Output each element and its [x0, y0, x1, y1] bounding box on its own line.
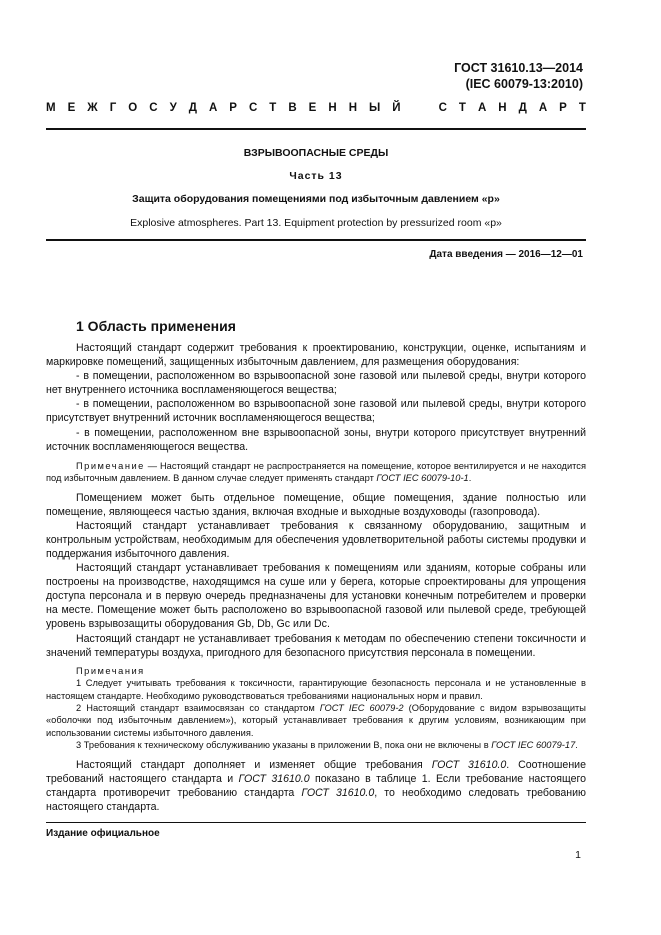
- paragraph: Настоящий стандарт устанавливает требования к помещениям или зданиям, которые собраны или построены на производстве, находящимся на суше или у берега, которые спроектированы для упрощения доступа персонала и в первую очередь предназначены для установки конечным потребителем и проверки на месте. Помещение может быть расположено во взрывоопасной газовой или пылевой среде, требующей уровень взрывозащиты оборудования Gb, Db, Gc или Dc.: [46, 562, 586, 631]
- note-text: 3 Требования к техническому обслуживанию указаны в приложении В, пока они не включены в: [76, 740, 492, 751]
- paragraph: Настоящий стандарт содержит требования к проектированию, конструкции, оценке, испытаниям и маркировке помещений, защищенных избыточным давлением, для размещения оборудования:: [46, 342, 586, 369]
- list-item: - в помещении, расположенном во взрывоопасной зоне газовой или пылевой среды, внутри которого присутствует внутренний источник воспламеняющегося вещества;: [46, 398, 586, 425]
- banner-letter: М: [46, 102, 56, 114]
- standard-reference: ГОСТ IEC 60079-2: [319, 702, 404, 713]
- note: [46, 460, 586, 485]
- document-subtitle: Защита оборудования помещениями под избыточным давлением «р»: [132, 193, 500, 205]
- note-text: (Оборудование с видом взрывозащиты «оболочки под избыточным давлением»), который устанавливает требования к другим условиям, возникающим при использовании системы избыточного давления.: [46, 702, 586, 738]
- banner-letter: С: [149, 102, 158, 114]
- note-text: .: [575, 740, 578, 751]
- list-item: - в помещении, расположенном во взрывоопасной зоне газовой или пылевой среды, внутри которого нет внутреннего источника воспламеняющегося вещества;: [46, 370, 586, 397]
- page-number: 1: [575, 849, 581, 861]
- note: 1 Следует учитывать требования к токсичности, гарантирующие безопасность персонала и не установленные в настоящем стандарте. Необходимо руководствоваться требованиями национальных норм и правил.: [46, 678, 586, 701]
- divider-footer: [46, 822, 586, 823]
- paragraph-text: , то необходимо следовать требованию настоящего стандарта.: [46, 786, 586, 813]
- banner-letter: Т: [578, 102, 586, 114]
- banner-letter: Р: [229, 102, 237, 114]
- standard-code-iec: (IEC 60079-13:2010): [465, 77, 583, 91]
- banner-letter: Е: [308, 102, 317, 114]
- banner-letter: В: [288, 102, 297, 114]
- banner-letter: Т: [458, 102, 466, 114]
- section-body: [46, 341, 586, 814]
- banner-letter: О: [128, 102, 138, 114]
- banner-letter: Т: [269, 102, 277, 114]
- banner-letter: Ж: [87, 102, 98, 114]
- standard-reference: ГОСТ IEC 60079-10-1: [376, 473, 469, 484]
- banner-letter: Н: [328, 102, 337, 114]
- note: [46, 702, 586, 739]
- banner-letter: Г: [109, 102, 117, 114]
- notes-label: Примечания: [76, 665, 145, 676]
- banner-letter: Д: [518, 102, 527, 114]
- english-title: Explosive atmospheres. Part 13. Equipment protection by pressurized room «p»: [130, 217, 502, 229]
- banner-letter: А: [208, 102, 218, 114]
- paragraph: Настоящий стандарт устанавливает требования к связанному оборудованию, защитным и контрольным устройствам, необходимым для обеспечения удовлетворительной работы системы продувки и поддержания избыточного давления.: [46, 519, 586, 560]
- list-item: - в помещении, расположенном вне взрывоопасной зоны, внутри которого присутствует внутренний источник воспламеняющегося вещества.: [46, 426, 586, 453]
- banner-letter: А: [477, 102, 487, 114]
- paragraph-text: показано в таблице 1. Если требование настоящего стандарта противоречит требованию стандарта: [46, 772, 586, 799]
- note-text: .: [468, 473, 472, 484]
- banner-letter: Н: [348, 102, 357, 114]
- banner-letter: А: [538, 102, 548, 114]
- part-number: Часть 13: [289, 170, 343, 182]
- standard-reference: ГОСТ 31610.0: [431, 758, 507, 771]
- divider-title: [46, 239, 586, 241]
- effective-date: Дата введения — 2016—12—01: [429, 249, 583, 260]
- paragraph-text: . Соотношение требований настоящего стандарта и: [46, 758, 586, 785]
- note: [46, 739, 586, 751]
- banner-letter: У: [169, 102, 177, 114]
- banner-letter: С: [248, 102, 258, 114]
- paragraph: Настоящий стандарт не устанавливает требования к методам по обеспечению степени токсичности и значений температуры воздуха, пригодного для безопасного присутствия персонала в помещении.: [46, 632, 586, 659]
- divider-top: [46, 128, 586, 130]
- official-edition-label: Издание официальное: [46, 828, 160, 839]
- standard-code-gost: ГОСТ 31610.13—2014: [454, 61, 583, 75]
- banner-letter: Ы: [369, 102, 381, 114]
- section-heading: 1 Область применения: [76, 318, 236, 334]
- notes-heading: [46, 665, 586, 677]
- banner-letter: Р: [559, 102, 567, 114]
- note-label: Примечание: [76, 460, 145, 471]
- paragraph-text: Настоящий стандарт дополняет и изменяет общие требования: [76, 758, 432, 771]
- banner-letter: Н: [498, 102, 507, 114]
- banner-letter: С: [438, 102, 447, 114]
- note-text: — Настоящий стандарт не распространяется на помещение, которое вентилируется и не находится под избыточным давлением. В данном случае следует применять стандарт: [46, 460, 586, 484]
- paragraph: Помещением может быть отдельное помещение, общие помещения, здание полностью или помещение, являющееся частью здания, включая входные и выходные воздуховоды (газопровода).: [46, 491, 586, 518]
- interstate-standard-banner: [46, 102, 586, 114]
- paragraph: [46, 758, 586, 814]
- banner-letter: Д: [188, 102, 197, 114]
- banner-letter: Й: [392, 102, 401, 114]
- standard-reference: ГОСТ IEC 60079-17: [491, 740, 576, 751]
- standard-code: [454, 60, 583, 92]
- standard-reference: ГОСТ 31610.0: [238, 772, 310, 785]
- banner-letter: Е: [67, 102, 76, 114]
- document-title: ВЗРЫВООПАСНЫЕ СРЕДЫ: [243, 147, 389, 159]
- note-text: 2 Настоящий стандарт взаимосвязан со стандартом: [76, 702, 320, 713]
- standard-reference: ГОСТ 31610.0: [301, 786, 375, 799]
